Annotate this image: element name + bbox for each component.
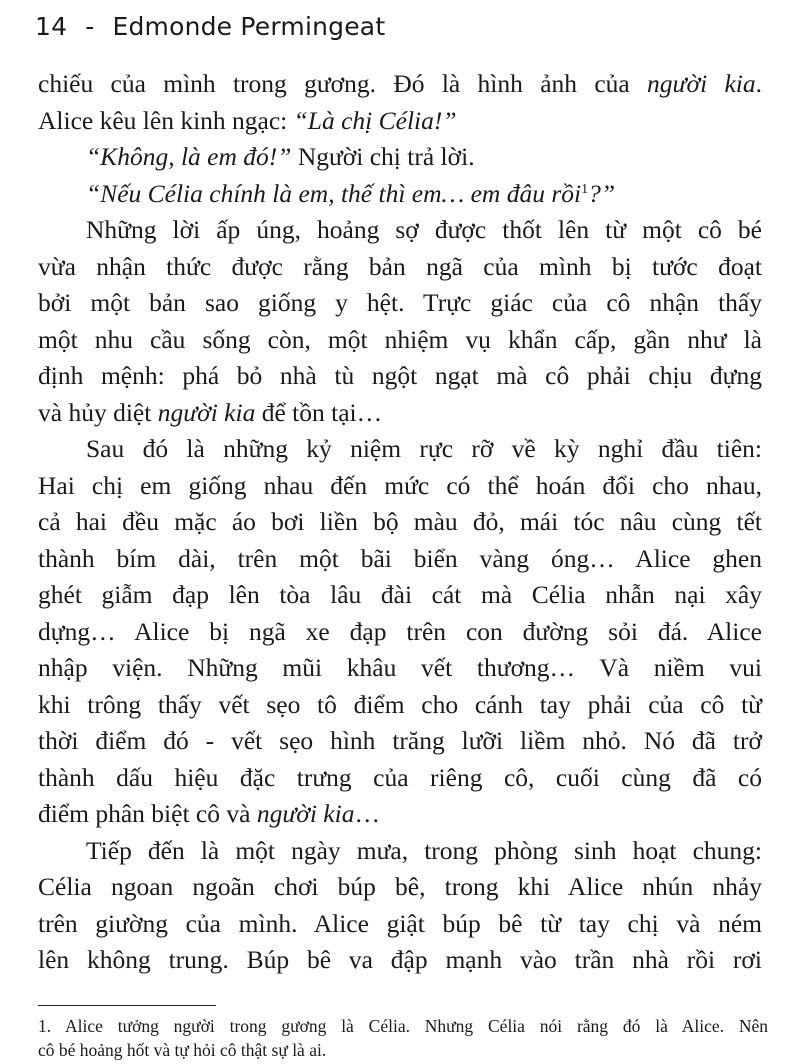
paragraph-4-line-5: định mệnh: phá bỏ nhà tù ngột ngạt mà cô phải chịu đựng xyxy=(38,361,762,390)
footnote-line-1: 1. Alice tưởng người trong gương là Célia. Nhưng Célia nói rằng đó là Alice. Nên xyxy=(38,1016,768,1036)
paragraph-5-line-7: nhập viện. Những mũi khâu vết thương… Và niềm vui xyxy=(38,653,762,682)
paragraph-5-line-10: thành dấu hiệu đặc trưng của riêng cô, cuối cùng đã có xyxy=(38,762,762,792)
paragraph-6-line-1: Tiếp đến là một ngày mưa, trong phòng sinh hoạt chung: xyxy=(86,835,762,865)
paragraph-3 xyxy=(38,176,762,213)
page-body xyxy=(38,66,762,979)
footnote-line-2: cô bé hoảng hốt và tự hỏi cô thật sự là ai. xyxy=(38,1040,327,1060)
paragraph-4-line-4: một nhu cầu sống còn, một nhiệm vụ khẩn cấp, gần như là xyxy=(38,324,762,354)
text-run: điểm phân biệt cô và xyxy=(38,799,257,828)
header-separator: - xyxy=(85,12,95,41)
footnote-marker: 1 xyxy=(581,181,589,197)
text-run: và hủy diệt xyxy=(38,397,158,427)
paragraph-1-line-1 xyxy=(38,66,762,103)
paragraph-4-line-2: vừa nhận thức được rằng bản ngã của mình bị tước đoạt xyxy=(38,251,762,281)
italic-run: người kia xyxy=(157,397,256,427)
text-run: . xyxy=(755,69,762,98)
running-header xyxy=(35,12,385,41)
paragraph-4-line-6 xyxy=(38,395,762,432)
paragraph-6-line-3: trên giường của mình. Alice giật búp bê từ tay chị và ném xyxy=(38,908,762,938)
paragraph-5-line-6: dựng… Alice bị ngã xe đạp trên con đường sỏi đá. Alice xyxy=(38,616,762,646)
italic-run: người kia xyxy=(647,69,756,98)
author-name: Edmonde Permingeat xyxy=(112,12,386,41)
paragraph-5-line-1: Sau đó là những kỷ niệm rực rỡ về kỳ nghỉ đầu tiên: xyxy=(86,434,762,463)
paragraph-2 xyxy=(38,139,762,176)
text-run: để tồn tại… xyxy=(255,397,383,427)
italic-run: “Nếu Célia chính là em, thế thì em… em đâu rồi xyxy=(86,178,582,208)
text-run: chiếu của mình trong gương. Đó là hình ảnh của xyxy=(38,69,648,98)
paragraph-5-line-2: Hai chị em giống nhau đến mức có thể hoán đổi cho nhau, xyxy=(38,470,762,500)
paragraph-4-line-1: Những lời ấp úng, hoảng sợ được thốt lên từ một cô bé xyxy=(86,215,762,244)
footnote xyxy=(38,1014,768,1062)
paragraph-5-line-4: thành bím dài, trên một bãi biển vàng óng… Alice ghen xyxy=(38,543,762,573)
paragraph-5-line-8: khi trông thấy vết sẹo tô điểm cho cánh tay phải của cô từ xyxy=(38,689,762,719)
italic-run: “Không, là em đó!” xyxy=(86,142,292,171)
text-run: Người chị trả lời. xyxy=(291,142,475,171)
text-run: … xyxy=(354,799,380,828)
text-run: Alice kêu lên kinh ngạc: xyxy=(38,105,294,135)
paragraph-6-line-4: lên không trung. Búp bê va đập mạnh vào trần nhà rồi rơi xyxy=(38,945,762,974)
paragraph-5-line-5: ghét giẫm đạp lên tòa lâu đài cát mà Célia nhẫn nại xây xyxy=(38,580,762,609)
italic-run: ?” xyxy=(588,178,616,208)
paragraph-1-line-2 xyxy=(38,103,762,140)
italic-run: “Là chị Célia!” xyxy=(293,105,457,135)
paragraph-6-line-2: Célia ngoan ngoãn chơi búp bê, trong khi Alice nhún nhảy xyxy=(38,872,762,901)
paragraph-5-line-9: thời điểm đó - vết sẹo hình trăng lưỡi liềm nhỏ. Nó đã trở xyxy=(38,726,762,755)
paragraph-4-line-3: bởi một bản sao giống y hệt. Trực giác của cô nhận thấy xyxy=(38,288,762,317)
italic-run: người kia xyxy=(256,799,355,828)
page-number: 14 xyxy=(35,12,68,41)
paragraph-5-line-11 xyxy=(38,796,762,833)
footnote-divider xyxy=(38,1005,216,1006)
paragraph-5-line-3: cả hai đều mặc áo bơi liền bộ màu đỏ, mái tóc nâu cùng tết xyxy=(38,507,762,536)
